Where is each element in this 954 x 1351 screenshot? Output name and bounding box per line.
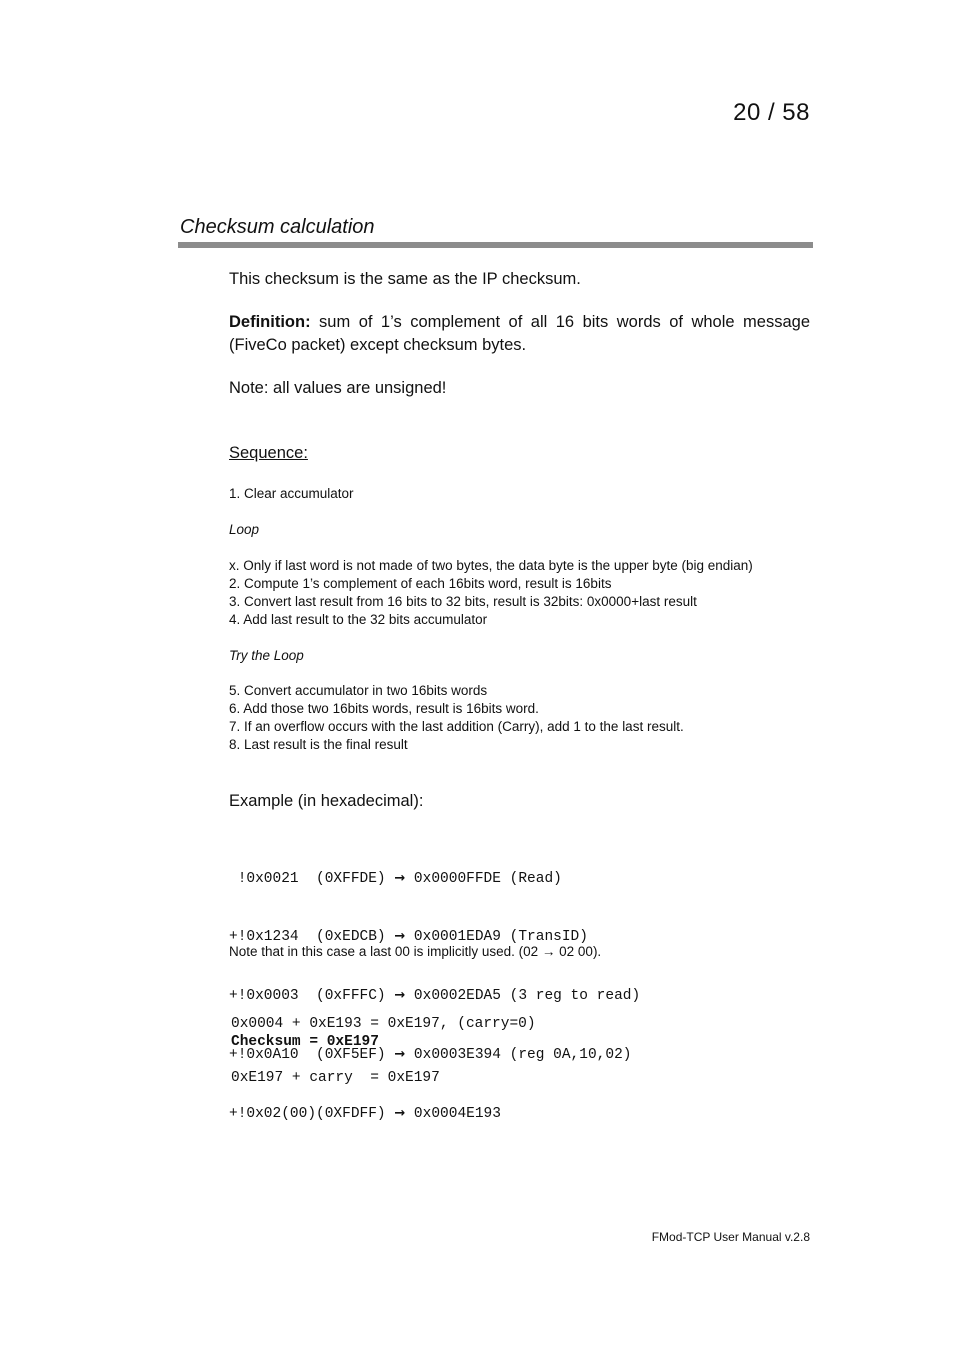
definition-label: Definition: [229,313,311,331]
page-number: 20 / 58 [733,99,810,126]
loop-step: x. Only if last word is not made of two bytes, the data byte is the upper byte (big endian) [229,558,753,573]
arrow-icon: → [394,870,406,886]
loop-label: Loop [229,522,260,537]
example-row: +!0x02(00)(0XFDFF) → 0x0004E193 [229,1106,501,1123]
example-row: +!0x1234 (0xEDCB) → 0x0001EDA9 (TransID) [229,929,588,946]
loop-step: 4. Add last result to the 32 bits accumulator [229,612,488,627]
arrow-icon: → [394,1047,406,1063]
final-step: 6. Add those two 16bits words, result is 16bits word. [229,701,539,716]
loop-steps [229,557,829,629]
example-heading: Example (in hexadecimal): [229,792,424,810]
section-title: Checksum calculation [180,216,375,238]
sequence-step-1: 1. Clear accumulator [229,486,354,501]
example-row: +!0x0003 (0xFFFC) → 0x0002EDA5 (3 reg to read) [229,988,641,1005]
example-row: +!0x0A10 (0XF5EF) → 0x0003E394 (reg 0A,10,02) [229,1047,632,1064]
unsigned-note: Note: all values are unsigned! [229,379,447,397]
implicit-note: Note that in this case a last 00 is implicitly used. (02 → 02 00). [229,944,602,959]
arrow-icon: → [394,929,406,945]
final-step: 8. Last result is the final result [229,737,408,752]
example-row: !0x0021 (0XFFDE) → 0x0000FFDE (Read) [229,870,562,887]
try-loop-label: Try the Loop [229,648,304,663]
arrow-icon: → [394,1106,406,1122]
definition-text: sum of 1’s complement of all 16 bits words of whole message (FiveCo packet) except checksum bytes. [229,313,810,354]
arrow-icon: → [394,988,406,1004]
final-step: 5. Convert accumulator in two 16bits words [229,683,488,698]
arrow-icon: → [541,944,556,959]
final-steps [229,682,829,754]
footer-manual-version: FMod-TCP User Manual v.2.8 [651,1230,810,1244]
calc-line: 0x0004 + 0xE193 = 0xE197, (carry=0) [231,1016,536,1032]
intro-text: This checksum is the same as the IP checksum. [229,270,581,288]
loop-step: 3. Convert last result from 16 bits to 32 bits, result is 32bits: 0x0000+last result [229,594,697,609]
calc-line: 0xE197 + carry = 0xE197 [231,1070,440,1086]
definition-paragraph [229,311,810,357]
final-step: 7. If an overflow occurs with the last addition (Carry), add 1 to the last result. [229,719,684,734]
sequence-heading: Sequence: [229,444,308,462]
loop-step: 2. Compute 1’s complement of each 16bits word, result is 16bits [229,576,612,591]
section-rule [178,242,813,248]
checksum-result: Checksum = 0xE197 [231,1034,379,1050]
